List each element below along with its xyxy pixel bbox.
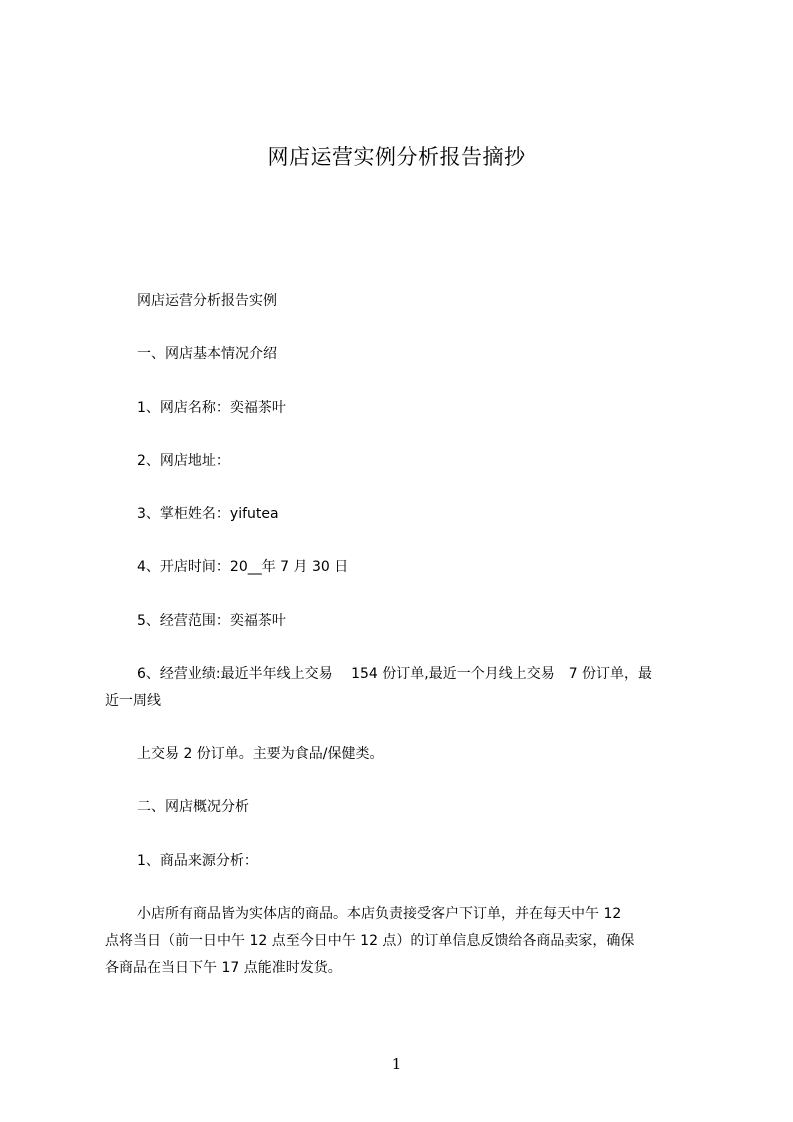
performance-line-2: 近一周线 bbox=[105, 693, 161, 709]
product-source-paragraph-line-3: 各商品在当日下午 17 点能准时发货。 bbox=[105, 960, 342, 976]
store-name-line: 1、网店名称：奕福茶叶 bbox=[137, 400, 286, 416]
performance-line-1: 6、经营业绩:最近半年线上交易 154 份订单,最近一个月线上交易 7 份订单，最 bbox=[137, 666, 653, 682]
product-source-paragraph-line-1: 小店所有商品皆为实体店的商品。本店负责接受客户下订单，并在每天中午 12 bbox=[137, 906, 622, 922]
report-subtitle: 网店运营分析报告实例 bbox=[137, 293, 277, 309]
owner-name-line: 3、掌柜姓名：yifutea bbox=[137, 506, 279, 522]
performance-line-3: 上交易 2 份订单。主要为食品/保健类。 bbox=[137, 746, 384, 762]
document-title: 网店运营实例分析报告摘抄 bbox=[267, 145, 526, 169]
page-number: 1 bbox=[391, 1055, 402, 1073]
product-source-heading: 1、商品来源分析： bbox=[137, 853, 258, 869]
business-scope-line: 5、经营范围：奕福茶叶 bbox=[137, 613, 286, 629]
open-date-line: 4、开店时间：20__年 7 月 30 日 bbox=[137, 559, 349, 575]
section-heading-overview: 二、网店概况分析 bbox=[137, 799, 249, 815]
section-heading-basic-info: 一、网店基本情况介绍 bbox=[137, 346, 277, 362]
product-source-paragraph-line-2: 点将当日（前一日中午 12 点至今日中午 12 点）的订单信息反馈给各商品卖家，确保 bbox=[105, 933, 635, 949]
store-address-line: 2、网店地址： bbox=[137, 453, 230, 469]
